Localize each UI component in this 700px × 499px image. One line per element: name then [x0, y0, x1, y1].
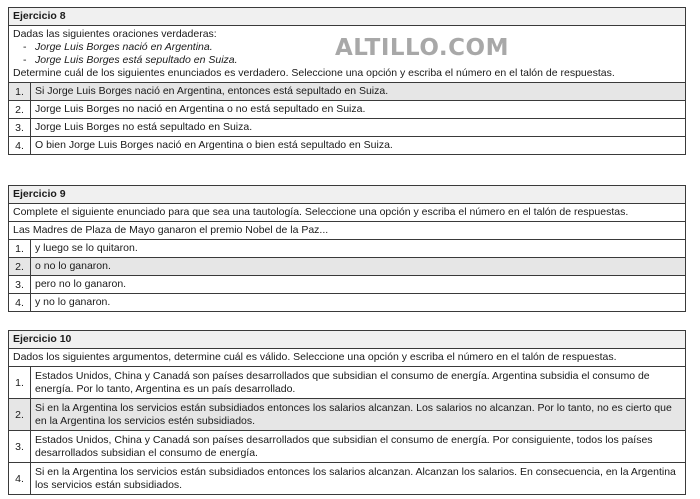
- option-row[interactable]: [9, 83, 685, 101]
- option-row[interactable]: [9, 137, 685, 155]
- exercise-8-premises: [9, 26, 685, 83]
- exercise-9: [8, 185, 686, 312]
- option-number: 4.: [9, 463, 31, 494]
- option-number: 4.: [9, 294, 31, 311]
- exercise-8-intro: Dadas las siguientes oraciones verdaderas:: [13, 28, 217, 40]
- option-text: pero no lo ganaron.: [35, 278, 127, 290]
- option-text: Jorge Luis Borges no nació en Argentina o no está sepultado en Suiza.: [35, 103, 366, 115]
- exercise-10-instruction: Dados los siguientes argumentos, determine cuál es válido. Seleccione una opción y escriba el número en el talón de respuestas.: [9, 349, 685, 367]
- option-text: Estados Unidos, China y Canadá son países desarrollados que subsidian el consumo de energía. Por consiguiente, todos los países desarrollados subsidian el consumo de energía.: [35, 434, 653, 459]
- option-number: 2.: [9, 101, 31, 118]
- option-row[interactable]: [9, 463, 685, 495]
- exercise-9-title: Ejercicio 9: [9, 186, 685, 204]
- premise-item: - Jorge Luis Borges nació en Argentina.: [23, 41, 213, 53]
- option-number: 1.: [9, 240, 31, 257]
- option-row[interactable]: [9, 367, 685, 399]
- option-row[interactable]: [9, 258, 685, 276]
- exercise-8-title: Ejercicio 8: [9, 8, 685, 26]
- option-row[interactable]: [9, 276, 685, 294]
- exercise-8: [8, 7, 686, 155]
- option-number: 1.: [9, 367, 31, 398]
- option-number: 3.: [9, 276, 31, 293]
- option-number: 1.: [9, 83, 31, 100]
- option-text: o no lo ganaron.: [35, 260, 111, 272]
- option-text: O bien Jorge Luis Borges nació en Argentina o bien está sepultado en Suiza.: [35, 139, 393, 151]
- exercise-10: [8, 330, 686, 495]
- option-row[interactable]: [9, 431, 685, 463]
- exercise-9-statement: Las Madres de Plaza de Mayo ganaron el premio Nobel de la Paz...: [9, 222, 685, 240]
- exercise-8-instruction: Determine cuál de los siguientes enunciados es verdadero. Seleccione una opción y escriba el número en el talón de respuestas.: [13, 67, 615, 79]
- option-number: 2.: [9, 258, 31, 275]
- option-text: y no lo ganaron.: [35, 296, 111, 308]
- option-text: Si en la Argentina los servicios están subsidiados entonces los salarios alcanzan. Alcanzan los salarios. En consecuencia, en la Argentina los servicios están subsidiados.: [35, 466, 676, 491]
- option-text: Si Jorge Luis Borges nació en Argentina, entonces está sepultado en Suiza.: [35, 85, 389, 97]
- premise-item: - Jorge Luis Borges está sepultado en Suiza.: [23, 54, 238, 66]
- option-row[interactable]: [9, 119, 685, 137]
- option-text: Si en la Argentina los servicios están subsidiados entonces los salarios alcanzan. Los salarios no alcanzan. Por lo tanto, no es cierto que en la Argentina los servicios estén subsidiados.: [35, 402, 672, 427]
- option-row[interactable]: [9, 101, 685, 119]
- option-text: Estados Unidos, China y Canadá son países desarrollados que subsidian el consumo de energía. Argentina subsidia el consumo de energía. Por lo tanto, Argentina es un país desarrollado.: [35, 370, 650, 395]
- option-text: y luego se lo quitaron.: [35, 242, 138, 254]
- option-number: 2.: [9, 399, 31, 430]
- altillo-watermark: ALTILLO.COM: [335, 35, 509, 61]
- exercise-9-instruction: Complete el siguiente enunciado para que sea una tautología. Seleccione una opción y escriba el número en el talón de respuestas.: [9, 204, 685, 222]
- option-row[interactable]: [9, 399, 685, 431]
- option-number: 3.: [9, 119, 31, 136]
- option-number: 3.: [9, 431, 31, 462]
- option-text: Jorge Luis Borges no está sepultado en Suiza.: [35, 121, 253, 133]
- exercise-10-title: Ejercicio 10: [9, 331, 685, 349]
- option-number: 4.: [9, 137, 31, 154]
- option-row[interactable]: [9, 240, 685, 258]
- option-row[interactable]: [9, 294, 685, 312]
